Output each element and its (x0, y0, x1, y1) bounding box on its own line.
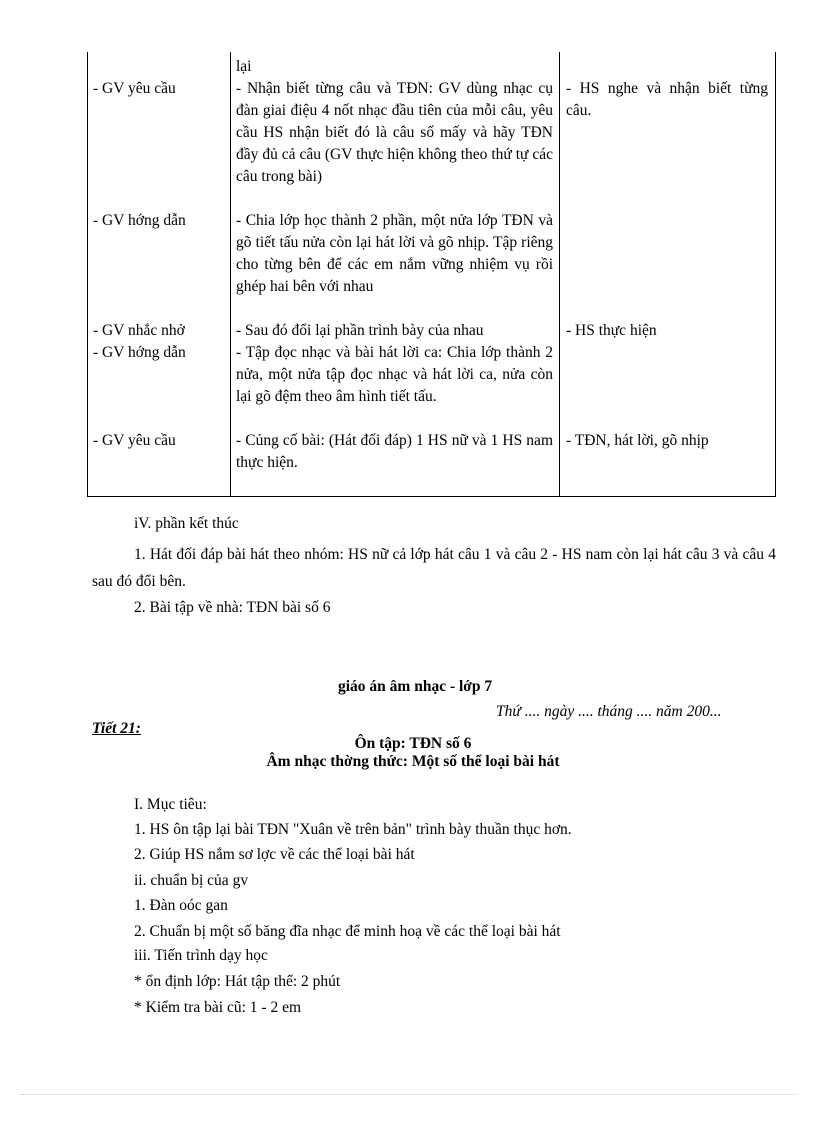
lesson-subtitle: Âm nhạc thờng thức: Một số thể loại bài hát (266, 753, 560, 770)
table-cell-student: - HS nghe và nhận biết từng câu. (566, 80, 768, 119)
section-heading: iV. phần kết thúc (134, 515, 239, 532)
ending-item-2: 2. Bài tập về nhà: TĐN bài số 6 (134, 599, 331, 616)
objectives-heading: I. Mục tiêu: (134, 796, 207, 813)
preparation-item-2: 2. Chuẩn bị một số băng đĩa nhạc để minh hoạ về các thể loại bài hát (134, 923, 561, 940)
preparation-item-1: 1. Đàn oóc gan (134, 897, 228, 914)
page-bottom-rule (20, 1094, 796, 1095)
table-column-divider (230, 52, 231, 496)
table-cell-teacher: - GV hớng dẫn (93, 344, 186, 361)
table-cell-content: - Sau đó đổi lại phần trình bày của nhau (236, 322, 484, 339)
table-cell-teacher: - GV yêu cầu (93, 80, 176, 97)
ending-item-1: 1. Hát đối đáp bài hát theo nhóm: HS nữ cả lớp hát câu 1 và câu 2 - HS nam còn lại hát câu 3 và câu 4 sau đó đổi bên. (92, 546, 776, 590)
procedure-item-2: * Kiểm tra bài cũ: 1 - 2 em (134, 999, 302, 1016)
activity-table (87, 52, 776, 497)
objective-item-1: 1. HS ôn tập lại bài TĐN "Xuân về trên bản" trình bày thuần thục hơn. (134, 821, 572, 838)
table-cell-teacher: - GV yêu cầu (93, 432, 176, 449)
lesson-plan-title: giáo án âm nhạc - lớp 7 (338, 678, 493, 695)
procedure-item-1: * ổn định lớp: Hát tập thể: 2 phút (134, 973, 341, 990)
table-column-divider (559, 52, 560, 496)
table-cell-teacher: - GV nhắc nhở (93, 322, 185, 339)
table-cell-content: - Tập đọc nhạc và bài hát lời ca: Chia lớp thành 2 nửa, một nửa tập đọc nhạc và hát lời ca, nửa còn lại gõ đệm theo âm hình tiết tấu. (236, 344, 553, 405)
table-cell-content: lại (236, 58, 252, 75)
period-label: Tiết 21: (92, 720, 141, 737)
table-cell-student: - TĐN, hát lời, gõ nhịp (566, 432, 709, 449)
table-cell-content: - Chia lớp học thành 2 phần, một nửa lớp TĐN và gõ tiết tấu nửa còn lại hát lời và gõ nhịp. Tập riêng cho từng bên để các em nắm vững nhiệm vụ rồi ghép hai bên với nhau (236, 212, 553, 295)
table-cell-student: - HS thực hiện (566, 322, 657, 339)
lesson-title: Ôn tập: TĐN số 6 (354, 735, 472, 752)
procedure-heading: iii. Tiến trình dạy học (134, 947, 268, 964)
objective-item-2: 2. Giúp HS nắm sơ lợc về các thể loại bài hát (134, 846, 415, 863)
preparation-heading: ii. chuẩn bị của gv (134, 872, 249, 889)
date-line: Thứ .... ngày .... tháng .... năm 200... (496, 703, 722, 720)
table-cell-teacher: - GV hớng dẫn (93, 212, 186, 229)
table-cell-content: - Nhận biết từng câu và TĐN: GV dùng nhạc cụ đàn giai điệu 4 nốt nhạc đầu tiên của mỗi câu, yêu cầu HS nhận biết đó là câu số mấy và hãy TĐN đầy đủ cả câu (GV thực hiện không theo thứ tự các câu trong bài) (236, 80, 553, 185)
table-cell-content: - Củng cố bài: (Hát đối đáp) 1 HS nữ và 1 HS nam thực hiện. (236, 432, 553, 471)
